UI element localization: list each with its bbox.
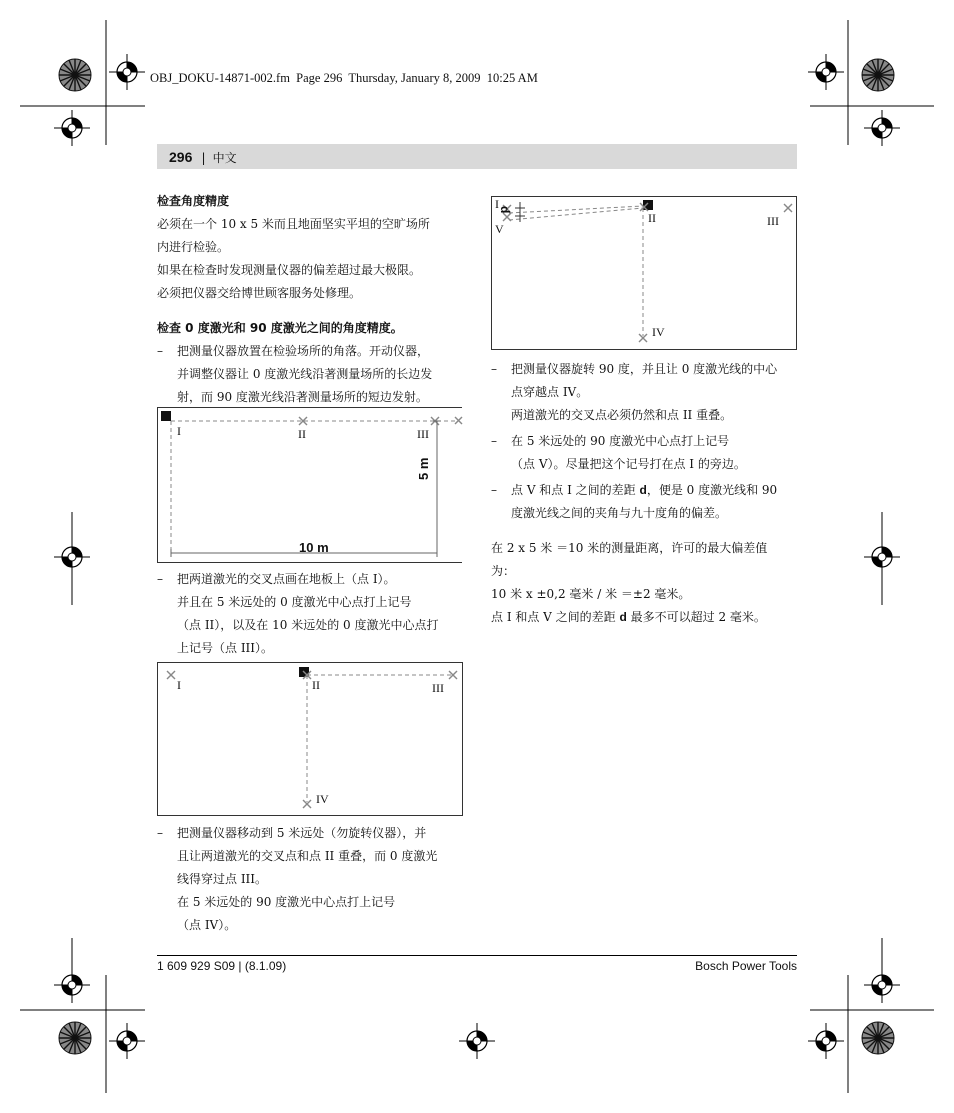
left-column xyxy=(157,190,467,409)
paragraph-line: 必须把仪器交给博世顾客服务处修理。 xyxy=(157,286,362,300)
left-column-2 xyxy=(157,568,467,660)
paragraph-line: 如果在检查时发现测量仪器的偏差超过最大极限。 xyxy=(157,263,422,277)
list-line: 把两道激光的交叉点画在地板上（点 I）。 xyxy=(177,572,396,586)
list-item xyxy=(157,822,467,937)
fig3-label-II: II xyxy=(648,211,656,225)
list-item xyxy=(491,358,801,427)
variable-d: d xyxy=(619,610,627,624)
list-line: 线得穿过点 III。 xyxy=(177,872,268,886)
list-item xyxy=(491,430,801,476)
list-line: 在 5 米远处的 90 度激光中心点打上记号 xyxy=(511,434,730,448)
footer-rule xyxy=(157,955,797,956)
list-dash: – xyxy=(157,572,163,586)
left-column-3 xyxy=(157,822,467,937)
paragraph-line: 10 米 x ±0,2 毫米 / 米 ＝±2 毫米。 xyxy=(491,587,691,601)
list-line: （点 IV）。 xyxy=(177,918,237,932)
paragraph-line: 在 2 x 5 米 ＝10 米的测量距离，许可的最大偏差值 xyxy=(491,541,768,555)
page-language: 中文 xyxy=(212,151,237,165)
list-line: （点 V）。尽量把这个记号打在点 I 的旁边。 xyxy=(511,457,746,471)
list-line: （点 II），以及在 10 米远处的 0 度激光中心点打 xyxy=(177,618,439,632)
list-dash: – xyxy=(491,483,497,497)
text-run: ，便是 0 度激光线和 90 xyxy=(646,483,778,497)
list-line xyxy=(511,479,801,502)
fig2-label-IV: IV xyxy=(316,792,329,806)
paragraph-line xyxy=(491,606,801,629)
subsection-heading: 检查 0 度激光和 90 度激光之间的角度精度。 xyxy=(157,321,403,335)
footer-doc-id: 1 609 929 S09 | (8.1.09) xyxy=(157,959,287,973)
list-dash: – xyxy=(157,826,163,840)
list-line: 射，而 90 度激光线沿著测量场所的短边发射。 xyxy=(177,390,428,404)
fig2-label-III: III xyxy=(432,681,444,695)
section-heading: 检查角度精度 xyxy=(157,194,230,208)
page-number: 296 xyxy=(169,149,193,165)
list-item xyxy=(157,568,467,660)
paragraph-line: 为： xyxy=(491,564,516,578)
list-line: 且让两道激光的交叉点和点 II 重叠，而 0 度激光 xyxy=(177,849,438,863)
list-line: 并且在 5 米远处的 0 度激光中心点打上记号 xyxy=(177,595,412,609)
list-line: 两道激光的交叉点必须仍然和点 II 重叠。 xyxy=(511,408,733,422)
list-line: 把测量仪器移动到 5 米远处（勿旋转仪器），并 xyxy=(177,826,427,840)
list-line: 在 5 米远处的 90 度激光中心点打上记号 xyxy=(177,895,396,909)
right-column xyxy=(491,358,801,629)
fig1-label-I: I xyxy=(177,424,181,438)
fig1-dimension-5m: 5 m xyxy=(416,457,431,480)
figure-3-drawing xyxy=(491,196,797,350)
list-line: 把测量仪器旋转 90 度，并且让 0 度激光线的中心 xyxy=(511,362,778,376)
paragraph-line: 内进行检验。 xyxy=(157,240,230,254)
list-dash: – xyxy=(491,362,497,376)
page-bar xyxy=(157,144,797,169)
page-separator: | xyxy=(201,151,206,165)
text-run: 点 V 和点 I 之间的差距 xyxy=(511,483,640,497)
footer-brand: Bosch Power Tools xyxy=(695,959,797,973)
fig1-label-III: III xyxy=(417,427,429,441)
fig2-label-I: I xyxy=(177,678,181,692)
page-heading xyxy=(169,147,237,166)
fig2-label-II: II xyxy=(312,678,320,692)
paragraph-line: 必须在一个 10 x 5 米而且地面坚实平坦的空旷场所 xyxy=(157,217,430,231)
fig3-label-V: V xyxy=(495,222,504,236)
list-item xyxy=(491,479,801,525)
fig3-label-I: I xyxy=(495,197,499,211)
list-line: 把测量仪器放置在检验场所的角落。开动仪器， xyxy=(177,344,430,358)
fig3-label-III: III xyxy=(767,214,779,228)
figure-2-drawing xyxy=(157,662,463,816)
variable-d: d xyxy=(639,483,647,497)
print-header: OBJ_DOKU-14871-002.fm Page 296 Thursday, January 8, 2009 10:25 AM xyxy=(150,71,538,85)
fig3-label-IV: IV xyxy=(652,325,665,339)
list-item xyxy=(157,340,467,409)
text-run: 最多不可以超过 2 毫米。 xyxy=(626,610,766,624)
fig1-label-II: II xyxy=(298,427,306,441)
fig1-dimension-10m: 10 m xyxy=(299,540,329,555)
list-line: 并调整仪器让 0 度激光线沿著测量场所的长边发 xyxy=(177,367,433,381)
fig3-label-d: d xyxy=(498,206,512,214)
list-dash: – xyxy=(157,344,163,358)
list-line: 点穿越点 IV。 xyxy=(511,385,589,399)
list-line: 度激光线之间的夹角与九十度角的偏差。 xyxy=(511,506,728,520)
list-dash: – xyxy=(491,434,497,448)
list-line: 上记号（点 III）。 xyxy=(177,641,274,655)
text-run: 点 I 和点 V 之间的差距 xyxy=(491,610,620,624)
